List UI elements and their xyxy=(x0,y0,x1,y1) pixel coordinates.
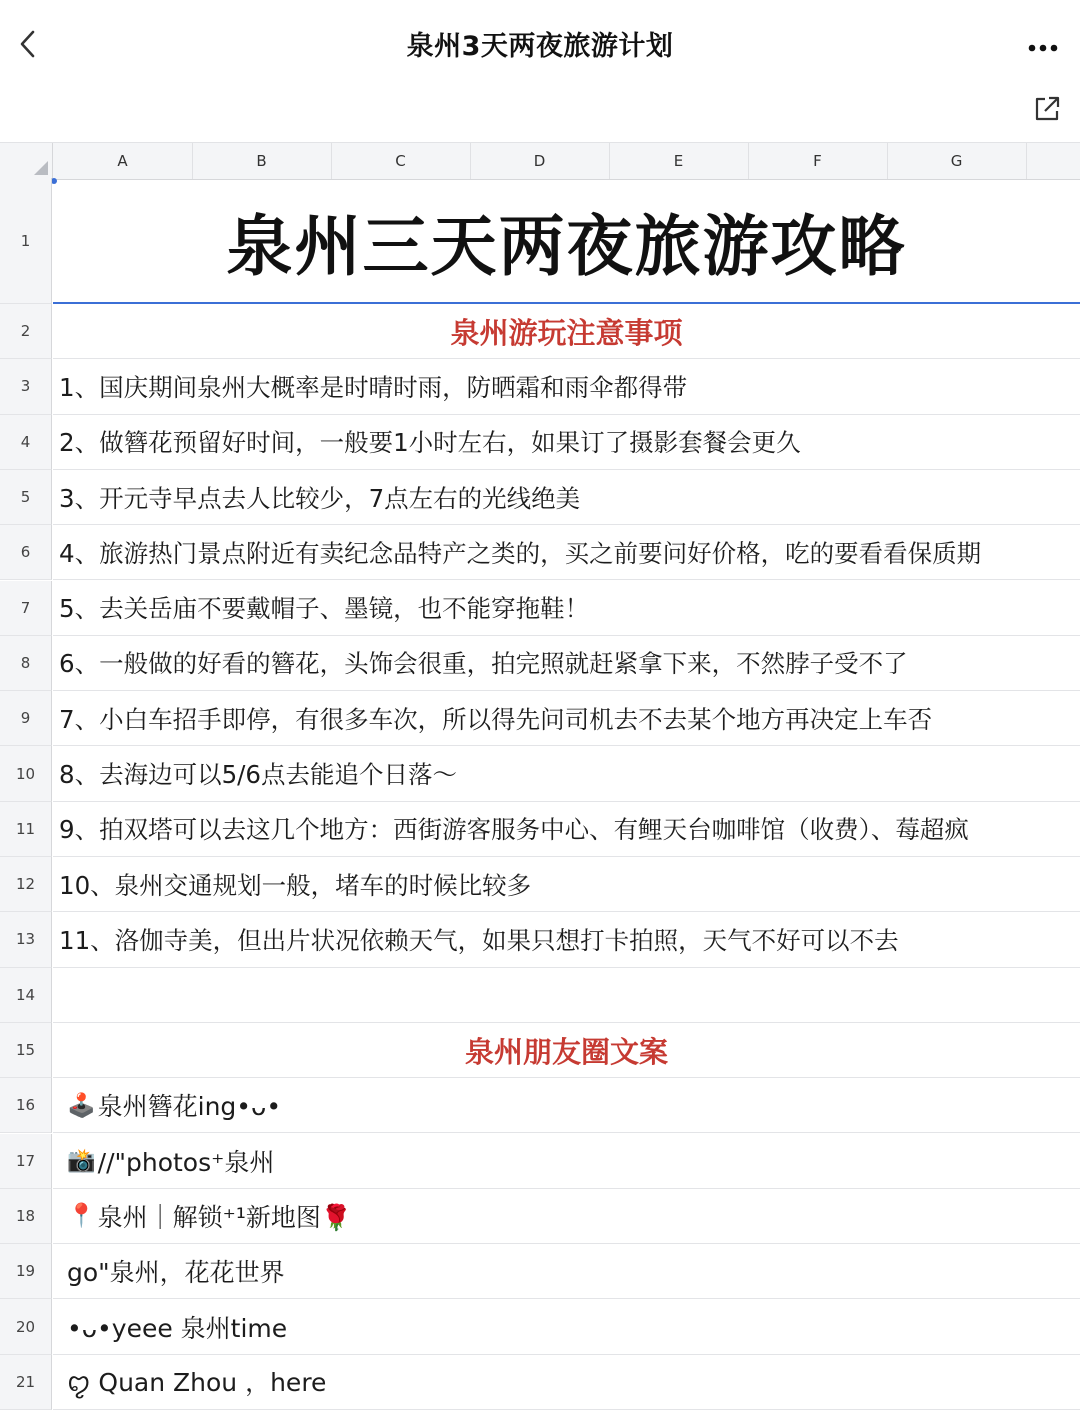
tip-cell[interactable] xyxy=(53,581,1080,636)
row-header-14[interactable]: 14 xyxy=(0,968,52,1023)
caption-cell[interactable] xyxy=(53,1134,1080,1189)
row-header-8[interactable]: 8 xyxy=(0,636,52,691)
cell-text: 11、洛伽寺美，但出片状况依赖天气，如果只想打卡拍照，天气不好可以不去 xyxy=(59,925,899,955)
tip-cell[interactable] xyxy=(53,636,1080,691)
section-header-cell[interactable] xyxy=(53,1023,1080,1078)
empty-cell[interactable] xyxy=(53,968,1080,1023)
cell-text: 泉州｜解锁⁺¹新地图🌹 xyxy=(97,1202,352,1232)
caption-cell[interactable] xyxy=(53,1244,1080,1299)
external-share-icon xyxy=(1032,94,1062,124)
row-header-5[interactable]: 5 xyxy=(0,470,52,525)
row-header-1[interactable]: 1 xyxy=(0,178,52,304)
cell-text: •ᴗ•yeee 泉州time xyxy=(67,1313,288,1343)
tip-cell[interactable] xyxy=(53,470,1080,525)
cell-text: 泉州游玩注意事项 xyxy=(450,315,683,350)
row-header-20[interactable]: 20 xyxy=(0,1299,52,1354)
section-header-cell[interactable] xyxy=(53,304,1080,359)
row-header-2[interactable]: 2 xyxy=(0,304,52,359)
page-title: 泉州3天两夜旅游计划 xyxy=(406,31,674,62)
row-header-21[interactable]: 21 xyxy=(0,1355,52,1410)
cell-text: 6、一般做的好看的簪花，头饰会很重，拍完照就赶紧拿下来，不然脖子受不了 xyxy=(59,649,908,679)
cell-text: 10、泉州交通规划一般，堵车的时候比较多 xyxy=(59,870,532,900)
sheet-title-cell[interactable] xyxy=(53,178,1080,304)
row-header-16[interactable]: 16 xyxy=(0,1078,52,1133)
corner-triangle-icon xyxy=(34,161,48,175)
row-header-4[interactable]: 4 xyxy=(0,415,52,470)
row-header-15[interactable]: 15 xyxy=(0,1023,52,1078)
cell-text: 3、开元寺早点去人比较少，7点左右的光线绝美 xyxy=(59,483,581,513)
top-navigation-bar xyxy=(0,0,1080,88)
more-horizontal-icon xyxy=(1028,43,1058,53)
row-header-18[interactable]: 18 xyxy=(0,1189,52,1244)
row-header-13[interactable]: 13 xyxy=(0,912,52,967)
cell-text: 5、去关岳庙不要戴帽子、墨镜，也不能穿拖鞋！ xyxy=(59,594,590,624)
emoji-icon: 📸 xyxy=(67,1148,96,1175)
column-header-d[interactable]: D xyxy=(470,143,610,179)
cell-text: 8、去海边可以5/6点去能追个日落～ xyxy=(59,760,458,790)
cell-text: 7、小白车招手即停，有很多车次，所以得先问司机去不去某个地方再决定上车否 xyxy=(59,704,933,734)
column-header-c[interactable]: C xyxy=(331,143,471,179)
cell-text: 1、国庆期间泉州大概率是时晴时雨，防晒霜和雨伞都得带 xyxy=(59,372,688,402)
tip-cell[interactable] xyxy=(53,525,1080,580)
emoji-icon: 📍 xyxy=(67,1203,96,1230)
cell-text: 泉州三天两夜旅游攻略 xyxy=(226,207,907,285)
tip-cell[interactable] xyxy=(53,691,1080,746)
row-header-3[interactable]: 3 xyxy=(0,359,52,414)
column-header-bar xyxy=(0,142,1080,180)
caption-cell[interactable] xyxy=(53,1299,1080,1354)
more-button[interactable] xyxy=(1028,26,1058,61)
cell-text: 9、拍双塔可以去这几个地方：西街游客服务中心、有鲤天台咖啡馆（收费）、莓超疯 xyxy=(59,815,969,845)
row-header-11[interactable]: 11 xyxy=(0,802,52,857)
row-header-10[interactable]: 10 xyxy=(0,746,52,801)
cell-text: 泉州朋友圈文案 xyxy=(464,1034,668,1069)
row-header-19[interactable]: 19 xyxy=(0,1244,52,1299)
share-button[interactable] xyxy=(1032,94,1062,124)
tip-cell[interactable] xyxy=(53,746,1080,801)
column-header-b[interactable]: B xyxy=(192,143,332,179)
row-header-17[interactable]: 17 xyxy=(0,1134,52,1189)
column-header-f[interactable]: F xyxy=(748,143,888,179)
caption-cell[interactable] xyxy=(53,1189,1080,1244)
cell-text: ꨄ Quan Zhou ，here xyxy=(67,1368,327,1398)
row-header-12[interactable]: 12 xyxy=(0,857,52,912)
emoji-icon: 🕹️ xyxy=(67,1092,96,1119)
cell-text: //"photos⁺泉州 xyxy=(97,1147,275,1177)
tip-cell[interactable] xyxy=(53,912,1080,967)
cell-text: 泉州簪花ing•ᴗ• xyxy=(97,1092,282,1122)
select-all-corner[interactable] xyxy=(0,143,53,179)
caption-cell[interactable] xyxy=(53,1355,1080,1410)
column-header-g[interactable]: G xyxy=(887,143,1027,179)
row-header-7[interactable]: 7 xyxy=(0,581,52,636)
cell-text: 4、旅游热门景点附近有卖纪念品特产之类的，买之前要问好价格，吃的要看看保质期 xyxy=(59,538,982,568)
cell-text: go"泉州，花花世界 xyxy=(67,1258,285,1288)
tip-cell[interactable] xyxy=(53,857,1080,912)
spreadsheet xyxy=(0,142,1080,1406)
caption-cell[interactable] xyxy=(53,1078,1080,1133)
column-header-e[interactable]: E xyxy=(609,143,749,179)
tip-cell[interactable] xyxy=(53,802,1080,857)
column-header-a[interactable]: A xyxy=(53,143,193,179)
tip-cell[interactable] xyxy=(53,359,1080,414)
row-header-9[interactable]: 9 xyxy=(0,691,52,746)
row-header-6[interactable]: 6 xyxy=(0,525,52,580)
tip-cell[interactable] xyxy=(53,415,1080,470)
cell-text: 2、做簪花预留好时间，一般要1小时左右，如果订了摄影套餐会更久 xyxy=(59,428,801,458)
